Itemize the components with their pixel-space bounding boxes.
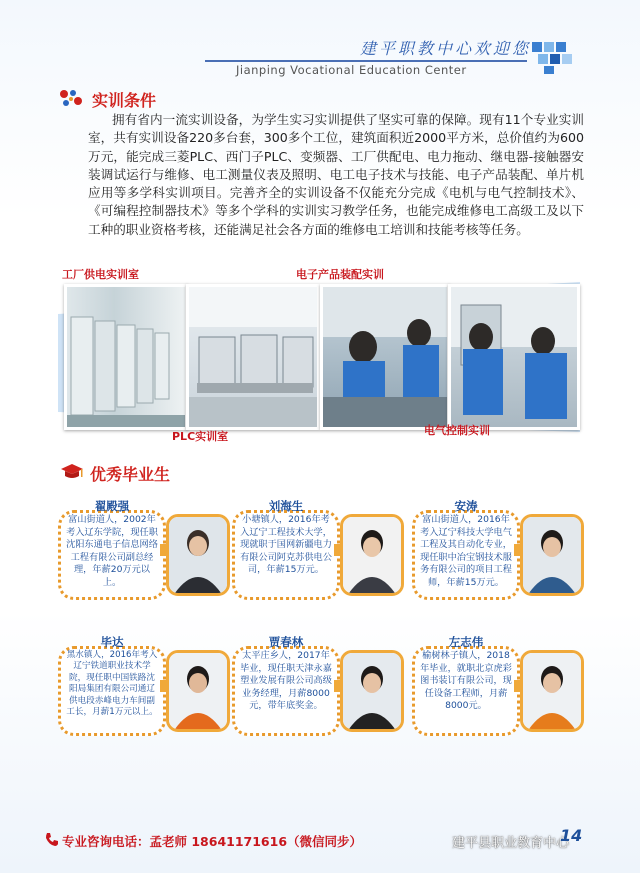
graduate-desc: 富山街道人，2002年考入辽东学院，现任职沈阳东通电子信息网络工程有限公司副总经理，年薪20万元以上。 xyxy=(66,514,158,588)
graduate-name: 左志伟 xyxy=(448,635,484,649)
photo-label-power-room: 工厂供电实训室 xyxy=(62,268,139,281)
photo-electrical-control xyxy=(448,284,580,430)
footer-watermark: 建平县职业教育中心 xyxy=(452,836,570,851)
photo-label-electronics: 电子产品装配实训 xyxy=(296,268,384,281)
graduate-photo xyxy=(340,650,404,732)
graduate-name: 安涛 xyxy=(454,499,478,513)
header-logo-icon xyxy=(532,36,576,76)
header-rule xyxy=(205,60,527,62)
phone-icon xyxy=(44,832,60,848)
graduate-photo xyxy=(520,514,584,596)
header-title-cn: 建平职教中心欢迎您 xyxy=(360,39,532,58)
graduate-photo xyxy=(166,650,230,732)
graduate-card xyxy=(232,636,396,732)
graduates-section-title: 优秀毕业生 xyxy=(90,465,171,484)
graduate-name: 毕达 xyxy=(100,635,124,649)
graduate-card xyxy=(412,500,576,596)
graduate-desc: 黑水镇人，2016年考入辽宁铁道职业技术学院，现任职中国铁路沈阳局集团有限公司通辽供电段赤峰电力车间副工长，月薪1万元以上。 xyxy=(66,650,158,718)
training-section-title: 实训条件 xyxy=(92,91,157,110)
header-title-en: Jianping Vocational Education Center xyxy=(236,63,467,77)
graduate-desc: 太平庄乡人，2017年毕业，现任职天津永嘉塑业发展有限公司高级业务经理，月薪8000元，带年底奖金。 xyxy=(240,650,332,712)
photo-label-electrical-control: 电气控制实训 xyxy=(424,424,490,437)
photo-plc-room xyxy=(186,284,320,430)
footer-contact: 专业咨询电话：孟老师 18641171616（微信同步） xyxy=(62,834,363,849)
graduate-desc: 榆树林子镇人，2018年毕业，就职北京虎彩图书装订有限公司，现任设备工程师，月薪8000元。 xyxy=(420,650,512,712)
graduate-photo xyxy=(340,514,404,596)
page-number: 14 xyxy=(560,826,583,845)
graduate-card xyxy=(232,500,396,596)
graduate-name: 翟殿强 xyxy=(94,499,130,513)
graduate-name: 刘海生 xyxy=(268,499,304,513)
graduate-photo xyxy=(166,514,230,596)
graduate-card xyxy=(58,636,222,732)
graduate-desc: 富山街道人，2016年考入辽宁科技大学电气工程及其自动化专业，现任职中冶宝钢技术服务有限公司的项目工程师，年薪15万元。 xyxy=(420,514,512,588)
graduate-desc: 小塘镇人，2016年考入辽宁工程技术大学，现就职于国网新疆电力有限公司阿克苏供电公司，年薪15万元。 xyxy=(240,514,332,576)
graduate-card xyxy=(412,636,576,732)
graduate-photo xyxy=(520,650,584,732)
graduate-name: 贾春林 xyxy=(268,635,304,649)
graduation-cap-icon xyxy=(60,462,84,482)
gear-people-icon xyxy=(58,88,84,108)
training-paragraph: 拥有省内一流实训设备，为学生实习实训提供了坚实可靠的保障。现有11个专业实训室，共有实训设备220多台套，300多个工位，建筑面积近2000平方米，总价值约为600万元，能完成三菱PLC、西门子PLC、变频器、工厂供配电、电力拖动、继电器-接触器安装调试运行与维修、电工测量仪表及照明、电工电子技术与技能、电子产品装配、单片机应用等多学科实训项目。完善齐全的实训设备不仅能充分完成《电机与电气控制技术》、《可编程控制器技术》等多个学科的实训实习教学任务，也能完成维修电工高级工及以下工种的职业资格考核，还能满足社会各方面的维修电工培训和技能考核等任务。 xyxy=(88,112,584,237)
graduate-card xyxy=(58,500,222,596)
photo-power-room xyxy=(64,284,188,430)
training-photo-band xyxy=(58,262,580,450)
photo-electronics-assembly xyxy=(320,284,450,430)
photo-label-plc: PLC实训室 xyxy=(172,430,229,443)
